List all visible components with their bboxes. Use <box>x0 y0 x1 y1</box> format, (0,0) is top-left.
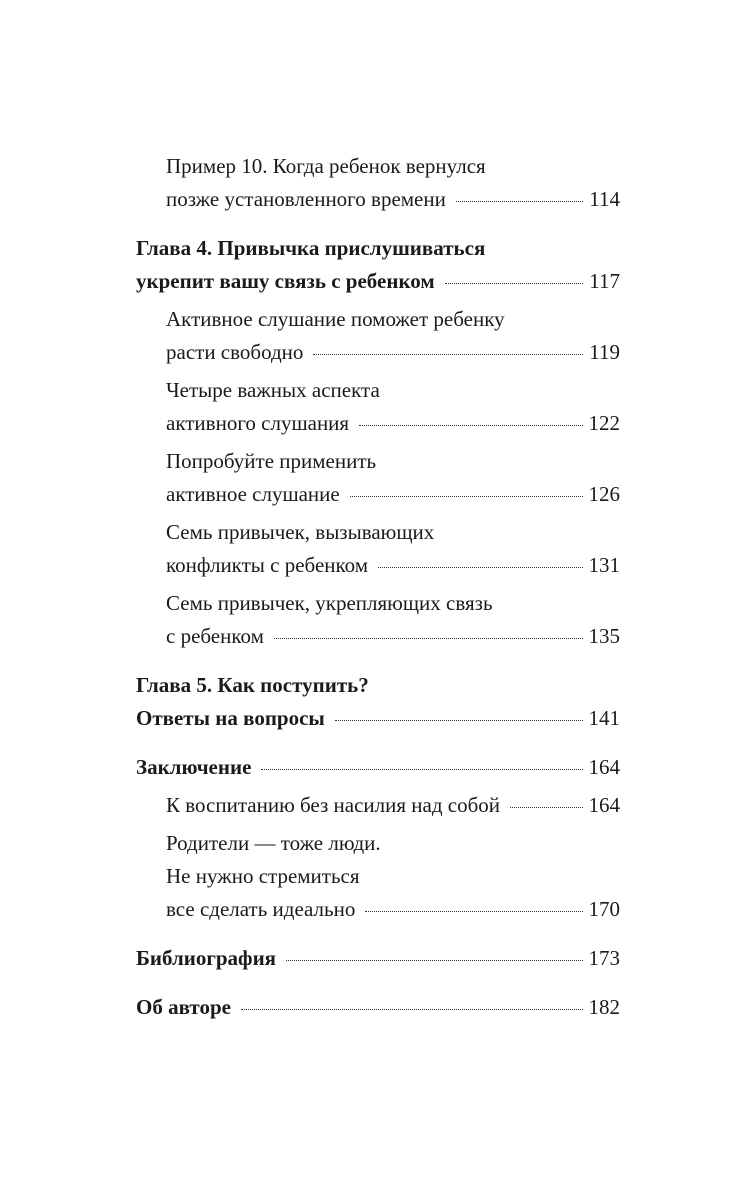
dot-leader <box>445 283 584 284</box>
toc-entry-title-line: Не нужно стремиться <box>166 864 360 888</box>
toc-entry-title-line: конфликты с ребенком <box>166 553 369 577</box>
toc-page-number: 141 <box>588 706 620 730</box>
toc-entry-parenting-without-violence <box>136 789 620 822</box>
toc-entry-title-line: Попробуйте применить <box>166 449 377 473</box>
dot-leader <box>261 769 582 770</box>
toc-page-number: 114 <box>589 187 620 211</box>
toc-entry-title-line: позже установленного времени <box>166 187 446 211</box>
toc-entry-title-line: все сделать идеально <box>166 897 356 921</box>
toc-entry-title-line: Пример 10. Когда ребенок вернулся <box>166 154 486 178</box>
dot-leader <box>286 960 582 961</box>
dot-leader <box>313 354 583 355</box>
toc-entry-title-line: Ответы на вопросы <box>136 706 325 730</box>
dot-leader <box>241 1009 583 1010</box>
toc-entry-title-line: Глава 5. Как поступить? <box>136 673 369 697</box>
toc-page-number: 164 <box>588 755 620 779</box>
toc-entry-title-line: Родители — тоже люди. <box>166 831 381 855</box>
dot-leader <box>365 911 582 912</box>
toc-entry-about-author <box>136 991 620 1024</box>
toc-entry-title-line: укрепит вашу связь с ребенком <box>136 269 435 293</box>
dot-leader <box>350 496 583 497</box>
toc-entry-four-aspects <box>136 374 620 440</box>
dot-leader <box>274 638 583 639</box>
toc-entry-chapter-5 <box>136 669 620 735</box>
toc-page-number: 119 <box>589 340 620 364</box>
toc-page-number: 131 <box>588 553 620 577</box>
dot-leader <box>456 201 583 202</box>
toc-entry-active-listening <box>136 303 620 369</box>
toc-entry-title-line: активного слушания <box>166 411 350 435</box>
toc-entry-title-line: Семь привычек, вызывающих <box>166 520 435 544</box>
toc-entry-bibliography <box>136 942 620 975</box>
dot-leader <box>378 567 582 568</box>
toc-page-number: 164 <box>588 793 620 817</box>
toc-entry-title-line: К воспитанию без насилия над собой <box>166 793 501 817</box>
toc-entry-example-10 <box>136 150 620 216</box>
toc-entry-chapter-4 <box>136 232 620 298</box>
toc-entry-title-line: расти свободно <box>166 340 304 364</box>
table-of-contents <box>136 150 620 1024</box>
toc-entry-title-line: Глава 4. Привычка прислушиваться <box>136 236 486 260</box>
toc-entry-title-line: Четыре важных аспекта <box>166 378 380 402</box>
toc-entry-title-line: Об авторе <box>136 995 231 1019</box>
toc-entry-try-applying <box>136 445 620 511</box>
dot-leader <box>359 425 582 426</box>
toc-page-number: 170 <box>588 897 620 921</box>
toc-entry-title-line: Активное слушание поможет ребенку <box>166 307 505 331</box>
toc-entry-title-line: с ребенком <box>166 624 264 648</box>
toc-page-number: 117 <box>589 269 620 293</box>
toc-entry-parents-are-people <box>136 827 620 926</box>
toc-entry-conclusion <box>136 751 620 784</box>
toc-entry-title-line: Семь привычек, укрепляющих связь <box>166 591 493 615</box>
toc-page-number: 135 <box>588 624 620 648</box>
toc-page-number: 122 <box>588 411 620 435</box>
toc-entry-title-line: Заключение <box>136 755 252 779</box>
toc-page-number: 182 <box>588 995 620 1019</box>
toc-entry-title-line: активное слушание <box>166 482 340 506</box>
toc-entry-title-line: Библиография <box>136 946 277 970</box>
toc-page-number: 173 <box>588 946 620 970</box>
toc-entry-seven-habits-bond <box>136 587 620 653</box>
dot-leader <box>510 807 582 808</box>
toc-page-number: 126 <box>588 482 620 506</box>
toc-entry-seven-habits-conflict <box>136 516 620 582</box>
dot-leader <box>335 720 583 721</box>
